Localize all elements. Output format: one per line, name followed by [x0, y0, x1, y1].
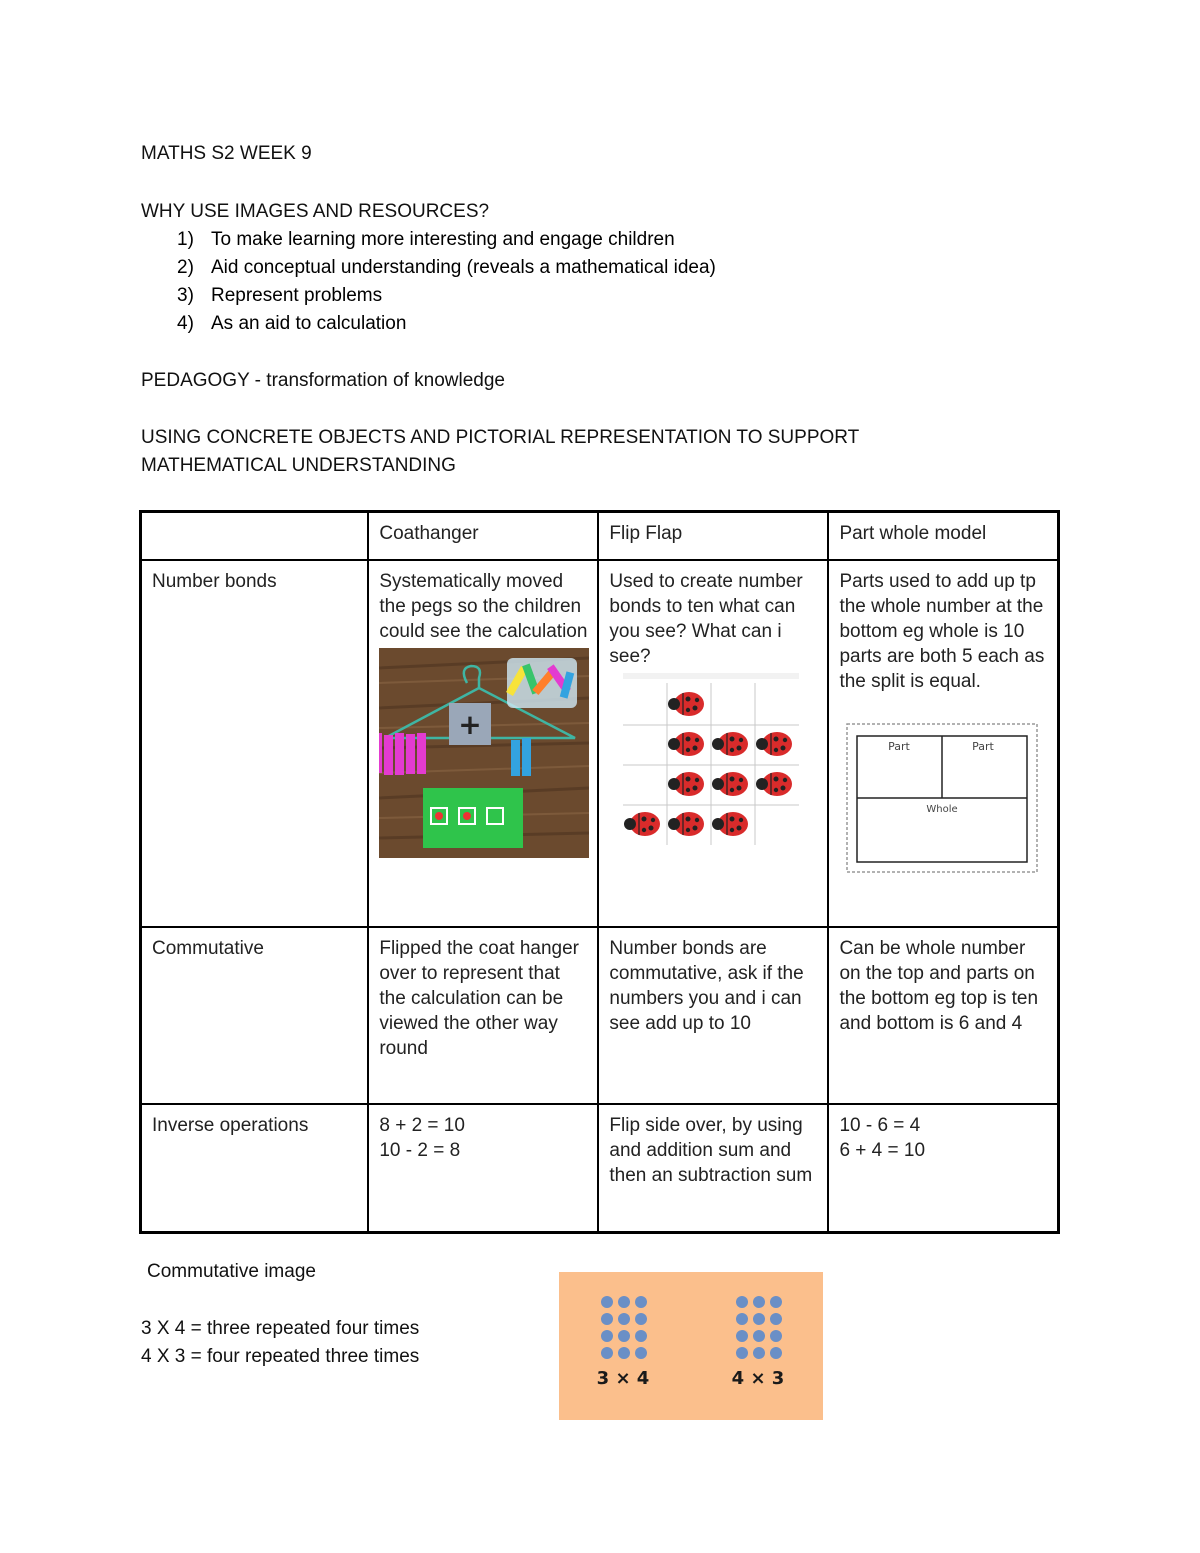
why-heading: WHY USE IMAGES AND RESOURCES?: [141, 201, 490, 222]
array-dot: [601, 1313, 613, 1325]
array-dot: [770, 1347, 782, 1359]
header-cell-coathanger: Coathanger: [368, 512, 598, 561]
list-item: 4) As an aid to calculation: [177, 313, 407, 334]
table-cell: [368, 560, 598, 927]
pedagogy-line: PEDAGOGY - transformation of knowledge: [141, 370, 505, 391]
table-cell: Number bonds are commutative, ask if the numbers you and i can see add up to 10: [598, 927, 828, 1104]
array-dot: [601, 1330, 613, 1342]
row-label: Number bonds: [141, 560, 369, 927]
array-dot: [635, 1330, 647, 1342]
row-label: Commutative: [141, 927, 369, 1104]
array-dot: [736, 1313, 748, 1325]
header-cell-partwhole: Part whole model: [828, 512, 1058, 561]
list-item: 2) Aid conceptual understanding (reveals a mathematical idea): [177, 257, 716, 278]
table-cell: [598, 560, 828, 927]
svg-text:Part: Part: [972, 740, 995, 753]
row-label: Inverse operations: [141, 1104, 369, 1233]
coathanger-photo: [379, 648, 589, 858]
svg-text:+: +: [458, 708, 483, 741]
array-dot: [736, 1347, 748, 1359]
table-row: [141, 560, 1059, 927]
array-dot: [770, 1313, 782, 1325]
list-item: 1) To make learning more interesting and engage children: [177, 229, 675, 250]
svg-text:Whole: Whole: [926, 804, 959, 815]
list-item: 3) Represent problems: [177, 285, 383, 306]
array-dot: [635, 1347, 647, 1359]
table-cell: [828, 560, 1058, 927]
array-dot: [635, 1313, 647, 1325]
table-row: [141, 927, 1059, 1104]
table-cell: Flipped the coat hanger over to represent that the calculation can be viewed the other way round: [368, 927, 598, 1104]
array-dot: [635, 1296, 647, 1308]
array-dot: [753, 1347, 765, 1359]
equation-3x4: 3 X 4 = three repeated four times: [141, 1318, 420, 1339]
array-caption-3x4: 3 × 4: [596, 1368, 650, 1389]
cell-text: Used to create number bonds to ten what can you see? What can i see?: [609, 571, 803, 667]
array-dot: [753, 1296, 765, 1308]
part-whole-diagram: [845, 722, 1039, 874]
table-row: [141, 1104, 1059, 1233]
table-cell: 8 + 2 = 10 10 - 2 = 8: [368, 1104, 598, 1233]
table-header-row: [141, 512, 1059, 561]
equation-4x3: 4 X 3 = four repeated three times: [141, 1346, 420, 1367]
dot-arrays: [559, 1272, 823, 1420]
array-dot: [736, 1296, 748, 1308]
header-cell-flipflap: Flip Flap: [598, 512, 828, 561]
page-title: MATHS S2 WEEK 9: [141, 143, 312, 164]
cell-text: Parts used to add up tp the whole number at the bottom eg whole is 10 parts are both 5 each as the split is equal.: [839, 571, 1045, 692]
ladybird-ten-frame: [623, 671, 799, 845]
table-cell: 10 - 6 = 4 6 + 4 = 10: [828, 1104, 1058, 1233]
array-dot: [618, 1330, 630, 1342]
table-cell: Flip side over, by using and addition sum and then an subtraction sum: [598, 1104, 828, 1233]
header-cell-empty: [141, 512, 369, 561]
using-heading-line2: MATHEMATICAL UNDERSTANDING: [141, 455, 456, 476]
using-heading-line1: USING CONCRETE OBJECTS AND PICTORIAL REPRESENTATION TO SUPPORT: [141, 427, 860, 448]
array-dot: [618, 1296, 630, 1308]
array-dot: [618, 1347, 630, 1359]
resources-table: [139, 510, 1060, 1234]
commutative-array-image: [559, 1272, 823, 1420]
array-dot: [770, 1296, 782, 1308]
array-dot: [618, 1313, 630, 1325]
cell-text: Systematically moved the pegs so the children could see the calculation: [379, 571, 588, 642]
table-cell: Can be whole number on the top and parts on the bottom eg top is ten and bottom is 6 and 4: [828, 927, 1058, 1104]
commutative-image-label: Commutative image: [147, 1261, 316, 1282]
array-dot: [601, 1347, 613, 1359]
svg-text:Part: Part: [888, 740, 911, 753]
array-dot: [770, 1330, 782, 1342]
reasons-list: [141, 226, 716, 338]
array-dot: [753, 1313, 765, 1325]
array-dot: [601, 1296, 613, 1308]
array-caption-4x3: 4 × 3: [731, 1368, 785, 1389]
array-dot: [753, 1330, 765, 1342]
array-dot: [736, 1330, 748, 1342]
